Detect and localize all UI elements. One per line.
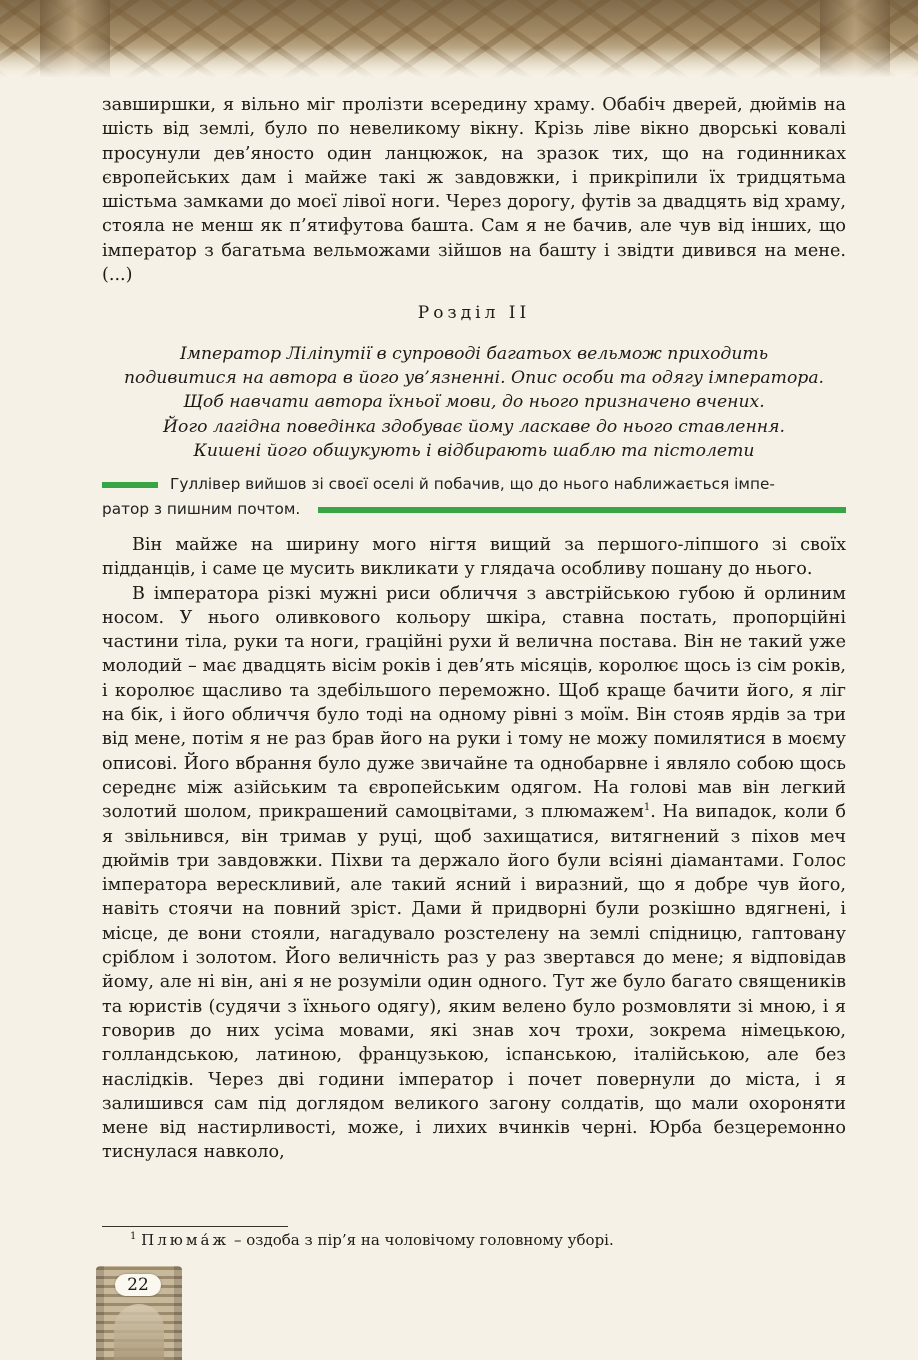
commentary-text-1: Гуллівер вийшов зі своєї оселі й побачив, що до нього наближається імпе- xyxy=(170,475,775,493)
header-column-left xyxy=(40,0,110,78)
footnote-reference[interactable]: 1 xyxy=(643,802,651,814)
main-text-block xyxy=(102,533,846,1165)
arch-image xyxy=(114,1304,164,1360)
chapter-summary-line: Кишені його обшукують і відбирають шаблю та пістолети xyxy=(193,440,755,461)
editor-commentary xyxy=(102,472,846,522)
header-decorative-image xyxy=(0,0,918,78)
footnote-term: Плюма́ж xyxy=(141,1231,230,1249)
footnote-text: – оздоба з пір’я на чоловічому головному уборі. xyxy=(229,1231,614,1249)
commentary-text-2: ратор з пишним почтом. xyxy=(102,500,301,518)
chapter-summary-line: подивитися на автора в його ув’язненні. Опис особи та одягу імператора. xyxy=(123,368,825,389)
intro-paragraph-block xyxy=(102,93,846,287)
intro-paragraph: завширшки, я вільно міг пролізти всередину храму. Обабіч дверей, дюймів на шість від землі, було по невеликому вікну. Крізь ліве вікно дворські ковалі просунули дев’яносто один ланцюжок, на зразок тих, що на годинниках європейських дам і майже такі ж завдовжки, і прикріпили їх тридцятьма шістьма замками до моєї лівої ноги. Через дорогу, футів за двадцять від храму, стояла не менш як п’ятифутова башта. Сам я не бачив, але чув від інших, що імператор з багатьма вельможами зійшов на башту і звідти дивився на мене. (...) xyxy=(102,95,846,286)
body-text: В імператора різкі мужні риси обличчя з австрійською губою й орлиним носом. У нього оливкового кольору шкіра, ставна постать, пропорційні частини тіла, руки та ноги, граційні рухи й велична постава. Він не такий уже молодий – має двадцять вісім років і дев’ять місяців, королює щось із сім років, і королює щасливо та здебільшого переможно. Щоб краще бачити його, я ліг на бік, і його обличчя було тоді на одному рівні з моїм. Він стояв ярдів за три від мене, потім я не раз брав його на руки і тому не можу помилятися в моєму описові. Його вбрання було дуже звичайне та однобарвне і являло собою щось середнє між азійським та європейським одягом. На голові мав він легкий золотий шолом, прикрашений самоцвітами, з плюмажем xyxy=(102,583,846,823)
page-number: 22 xyxy=(115,1274,161,1296)
chapter-summary-line: Його лагідна поведінка здобуває йому ласкаве до нього ставлення. xyxy=(163,416,785,437)
chapter-heading: Розділ II xyxy=(417,303,531,323)
chapter-summary xyxy=(102,342,846,463)
commentary-line-2 xyxy=(102,497,846,522)
footnote xyxy=(130,1230,614,1250)
body-text: . На випадок, коли б я звільнився, він тримав у руці, щоб захищатися, витягнений з піхов меч дюймів три завдовжки. Піхви та держало його були всіяні діамантами. Голос імператора верескливий, але такий ясний і виразний, що я добре чув його, навіть стоячи на повний зріст. Дами й придворні були розкішно вдягнені, і місце, де вони стояли, нагадувало розстелену на землі спідницю, гаптовану сріблом і золотом. Його величність раз у раз звертався до мене; я відповідав йому, але ні він, ані я не розуміли один одного. Тут же було багато священиків та юристів (судячи з їхнього одягу), яким велено було розмовляти зі мною, і я говорив до них усіма мовами, які знав хоч трохи, зокрема німецькою, голландською, латиною, французькою, іспанською, італійською, але без наслідків. Через дві години імператор і почет повернули до міста, і я залишився сам під доглядом великого загону солдатів, що мали охороняти мене від настирливості, може, і лихих вчинків черні. Юрба безцеремонно тиснулася навколо, xyxy=(102,802,846,1163)
chapter-summary-line: Щоб навчати автора їхньої мови, до нього призначено вчених. xyxy=(183,392,765,413)
body-paragraph: Він майже на ширину мого нігтя вищий за першого-ліпшого зі своїх підданців, і саме це мусить викликати у глядача особливу пошану до нього. xyxy=(102,535,846,580)
header-column-right xyxy=(820,0,890,78)
green-accent-bar xyxy=(318,507,846,513)
green-accent-bar xyxy=(102,482,158,488)
footnote-number: 1 xyxy=(130,1231,137,1242)
commentary-line-1 xyxy=(102,472,846,497)
body-paragraph xyxy=(102,582,846,1165)
chapter-summary-line: Імператор Ліліпутії в супроводі багатьох вельмож приходить xyxy=(179,344,769,364)
footnote-divider xyxy=(102,1226,288,1227)
